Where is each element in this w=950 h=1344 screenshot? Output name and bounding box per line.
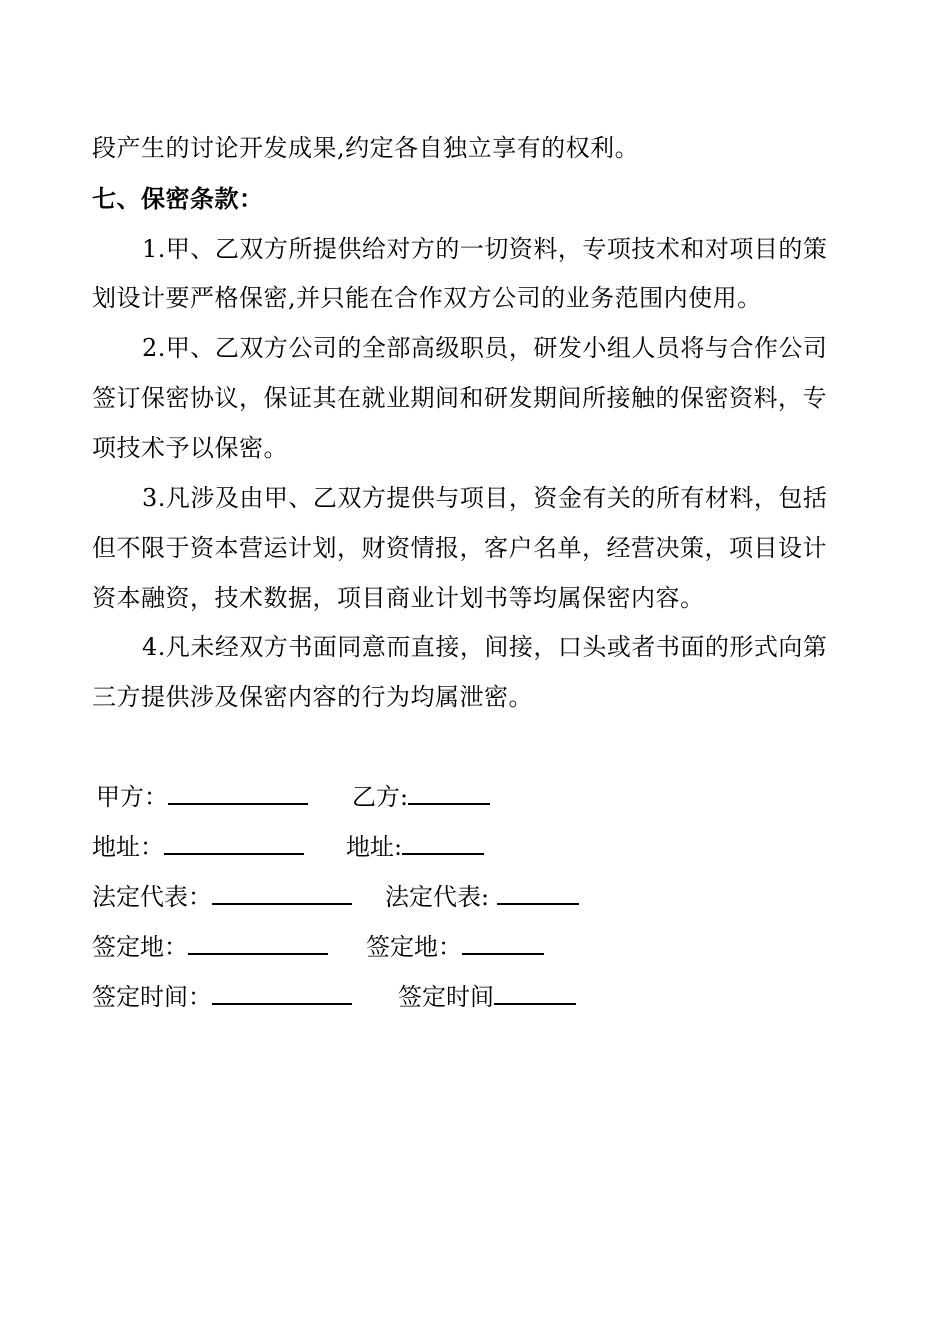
clause-2-line-1: 2.甲、乙双方公司的全部高级职员，研发小组人员将与合作公司 — [142, 334, 828, 362]
party-a-label: 甲方： — [96, 783, 168, 811]
party-b-blank — [408, 783, 490, 805]
rep-a-blank — [212, 883, 352, 905]
clause-2-line-2: 签订保密协议，保证其在就业期间和研发期间所接触的保密资料，专 — [92, 384, 827, 412]
clause-3-line-2: 但不限于资本营运计划，财资情报，客户名单，经营决策，项目设计 — [92, 534, 827, 562]
place-b-blank — [462, 933, 544, 955]
signature-row-address-a — [92, 822, 304, 872]
address-a-label: 地址： — [92, 833, 164, 861]
time-b-blank — [494, 983, 576, 1005]
party-a-blank — [168, 783, 308, 805]
clause-4-line-1: 4.凡未经双方书面同意而直接，间接，口头或者书面的形式向第 — [142, 633, 828, 661]
party-b-label: 乙方: — [352, 783, 409, 811]
signature-row-time-a — [92, 972, 352, 1022]
signature-row-place-b — [366, 922, 544, 972]
time-a-label: 签定时间： — [92, 983, 212, 1011]
place-b-label: 签定地： — [366, 933, 462, 961]
place-a-blank — [188, 933, 328, 955]
signature-row-rep-a — [92, 872, 352, 922]
continuation-line: 段产生的讨论开发成果,约定各自独立享有的权利。 — [92, 134, 640, 162]
time-a-blank — [212, 983, 352, 1005]
address-b-label: 地址: — [346, 833, 403, 861]
section-title: 七、保密条款： — [92, 184, 264, 213]
signature-row-party-a — [96, 772, 308, 822]
rep-b-blank — [497, 883, 579, 905]
signature-row-place-a — [92, 922, 328, 972]
address-b-blank — [402, 833, 484, 855]
clause-2-line-3: 项技术予以保密。 — [92, 434, 288, 462]
clause-3-line-3: 资本融资，技术数据，项目商业计划书等均属保密内容。 — [92, 584, 705, 612]
clause-4-line-2: 三方提供涉及保密内容的行为均属泄密。 — [92, 683, 533, 711]
signature-row-time-b — [398, 972, 576, 1022]
rep-b-label: 法定代表: — [385, 883, 497, 911]
signature-row-rep-b — [385, 872, 579, 922]
signature-row-address-b — [346, 822, 484, 872]
rep-a-label: 法定代表： — [92, 883, 212, 911]
address-a-blank — [164, 833, 304, 855]
signature-row-party-b — [352, 772, 490, 822]
clause-3-line-1: 3.凡涉及由甲、乙双方提供与项目，资金有关的所有材料，包括 — [142, 484, 828, 512]
clause-1-line-1: 1.甲、乙双方所提供给对方的一切资料，专项技术和对项目的策 — [142, 235, 828, 263]
time-b-label: 签定时间 — [398, 983, 494, 1011]
place-a-label: 签定地： — [92, 933, 188, 961]
clause-1-line-2: 划设计要严格保密,并只能在合作双方公司的业务范围内使用。 — [92, 284, 762, 312]
